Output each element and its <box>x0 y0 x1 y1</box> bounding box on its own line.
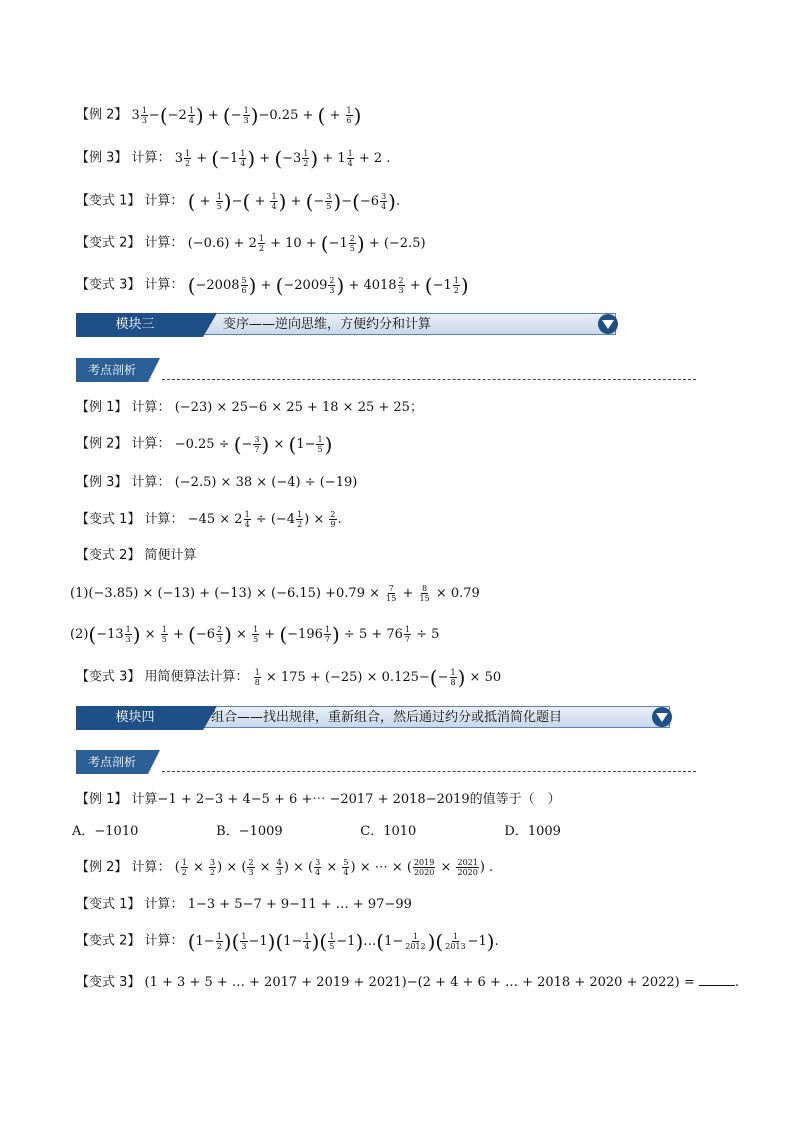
chevron-down-icon <box>598 314 618 334</box>
expression: (1− $\frac{1}{2}$ )( $\frac{1}{3}$ −1)(1− $\frac{1}{4}$ )( $\frac{1}{5}$ −1)…(1− $\frac{1}{2012}$ )( $\frac{1}{2013}$ −1). <box>187 929 499 953</box>
variant-3-top: 【变式 3】 计算： (−2008 $\frac{5}{6}$ ) + (−2009 $\frac{2}{3}$ ) + 4018 $\frac{2}{3}$ + (−1 $\frac{1}{2}$ ) <box>76 273 469 297</box>
module-3-label: 模块三 <box>76 313 194 337</box>
module-3-banner <box>76 313 616 337</box>
m3-variant-3: 【变式 3】 用简便算法计算： $\frac{1}{8}$ × 175 + (−25) × 0.125−(− $\frac{1}{8}$ ) × 50 <box>76 665 502 689</box>
m4-variant-2: 【变式 2】 计算： (1− $\frac{1}{2}$ )( $\frac{1}{3}$ −1)(1− $\frac{1}{4}$ )( $\frac{1}{5}$ −1)…(1− $\frac{1}{2012}$ )( $\frac{1}{2013}$ −1). <box>76 929 499 953</box>
module-4-banner <box>76 706 670 730</box>
module-3-title: 变序——逆向思维，方便约分和计算 <box>194 313 616 335</box>
expression: (1)(−3.85) × (−13) + (−13) × (−6.15) +0.79 × $\frac{7}{15}$ + $\frac{8}{15}$ × 0.79 <box>70 584 480 603</box>
expression: ( $\frac{1}{2}$ × $\frac{3}{2}$ ) × ( $\frac{2}{3}$ × $\frac{4}{3}$ ) × ( $\frac{3}{4}$ × $\frac{5}{4}$ ) × ⋯ × ( $\frac{2019}{2020}$ × $\frac{2021}{2020}$ ) . <box>174 858 494 877</box>
expression: ( + $\frac{1}{5}$ )−( + $\frac{1}{4}$ ) + (− $\frac{3}{5}$ )−(−6 $\frac{3}{4}$ ). <box>187 189 401 213</box>
m3-variant-1: 【变式 1】 计算： −45 × 2 $\frac{1}{4}$ ÷ (−4 $\frac{1}{2}$ ) × $\frac{2}{9}$ . <box>76 510 342 529</box>
m4-example-1: 【例 1】 计算−1 + 2−3 + 4−5 + 6 +⋯ −2017 + 2018−2019的值等于（ ） <box>76 792 561 807</box>
expression: 3 $\frac{1}{3}$ −(−2 $\frac{1}{4}$ ) + (− $\frac{1}{3}$ )−0.25 + ( + $\frac{1}{6}$ ) <box>131 103 362 127</box>
kaodian-header-3 <box>76 358 696 384</box>
expression: 3 $\frac{1}{2}$ + (−1 $\frac{1}{4}$ ) + (−3 $\frac{1}{2}$ ) + 1 $\frac{1}{4}$ + 2 . <box>174 146 391 170</box>
example-3-top: 【例 3】 计算： 3 $\frac{1}{2}$ + (−1 $\frac{1}{4}$ ) + (−3 $\frac{1}{2}$ ) + 1 $\frac{1}{4}$ + 2 . <box>76 146 391 170</box>
module-4-label: 模块四 <box>76 706 194 730</box>
kaodian-header-4 <box>76 750 696 776</box>
m3-variant-2-part-2 <box>70 624 439 645</box>
m3-example-2: 【例 2】 计算： −0.25 ÷ (− $\frac{3}{7}$ ) × (1− $\frac{1}{5}$ ) <box>76 432 333 456</box>
m3-variant-2: 【变式 2】 简便计算 <box>76 548 197 563</box>
answer-blank[interactable] <box>699 971 735 986</box>
option-c: C．1010 <box>360 824 417 839</box>
option-d: D．1009 <box>504 824 561 839</box>
m4-example-2: 【例 2】 计算： ( $\frac{1}{2}$ × $\frac{3}{2}$ ) × ( $\frac{2}{3}$ × $\frac{4}{3}$ ) × ( $\frac{3}{4}$ × $\frac{5}{4}$ ) × ⋯ × ( $\frac{2019}{2020}$ × $\frac{2021}{2020}$ ) . <box>76 858 494 877</box>
m4-variant-1: 【变式 1】 计算： 1−3 + 5−7 + 9−11 + … + 97−99 <box>76 897 412 912</box>
expression: (2)(−13 $\frac{1}{3}$ ) × $\frac{1}{5}$ + (−6 $\frac{2}{3}$ ) × $\frac{1}{5}$ + (−196 $\frac{1}{7}$ ) ÷ 5 + 76 $\frac{1}{7}$ ÷ 5 <box>70 622 440 646</box>
variant-1-top: 【变式 1】 计算： ( + $\frac{1}{5}$ )−( + $\frac{1}{4}$ ) + (− $\frac{3}{5}$ )−(−6 $\frac{3}{4}$ ). <box>76 189 401 213</box>
m4-variant-3: 【变式 3】 (1 + 3 + 5 + … + 2017 + 2019 + 2021)−(2 + 4 + 6 + … + 2018 + 2020 + 2022) = . <box>76 971 739 993</box>
expression: (−2008 $\frac{5}{6}$ ) + (−2009 $\frac{2}{3}$ ) + 4018 $\frac{2}{3}$ + (−1 $\frac{1}{2}$ ) <box>187 273 469 297</box>
expression: −45 × 2 $\frac{1}{4}$ ÷ (−4 $\frac{1}{2}$ ) × $\frac{2}{9}$ . <box>187 510 342 529</box>
expression: (−0.6) + 2 $\frac{1}{2}$ + 10 + (−1 $\frac{2}{5}$ ) + (−2.5) <box>187 231 426 255</box>
option-a: A．−1010 <box>72 824 139 839</box>
m3-example-1: 【例 1】 计算： (−23) × 25−6 × 25 + 18 × 25 + 25； <box>76 400 423 415</box>
expression: −0.25 ÷ (− $\frac{3}{7}$ ) × (1− $\frac{1}{5}$ ) <box>174 432 333 456</box>
kaodian-badge: 考点剖析 <box>76 750 148 774</box>
m3-example-3: 【例 3】 计算： (−2.5) × 38 × (−4) ÷ (−19) <box>76 475 358 490</box>
example-2-top: 【例 2】 3 $\frac{1}{3}$ −(−2 $\frac{1}{4}$ ) + (− $\frac{1}{3}$ )−0.25 + ( + $\frac{1}{6}$ ) <box>76 103 362 127</box>
m4-example-1-options <box>72 822 644 842</box>
expression: $\frac{1}{8}$ × 175 + (−25) × 0.125−(− $\frac{1}{8}$ ) × 50 <box>254 665 502 689</box>
option-b: B．−1009 <box>216 824 283 839</box>
m3-variant-2-part-1 <box>70 584 480 604</box>
variant-2-top: 【变式 2】 计算： (−0.6) + 2 $\frac{1}{2}$ + 10 + (−1 $\frac{2}{5}$ ) + (−2.5) <box>76 231 426 255</box>
kaodian-badge: 考点剖析 <box>76 358 148 382</box>
chevron-down-icon <box>652 707 672 727</box>
module-4-title: 组合——找出规律，重新组合，然后通过约分或抵消简化题目 <box>194 706 670 728</box>
